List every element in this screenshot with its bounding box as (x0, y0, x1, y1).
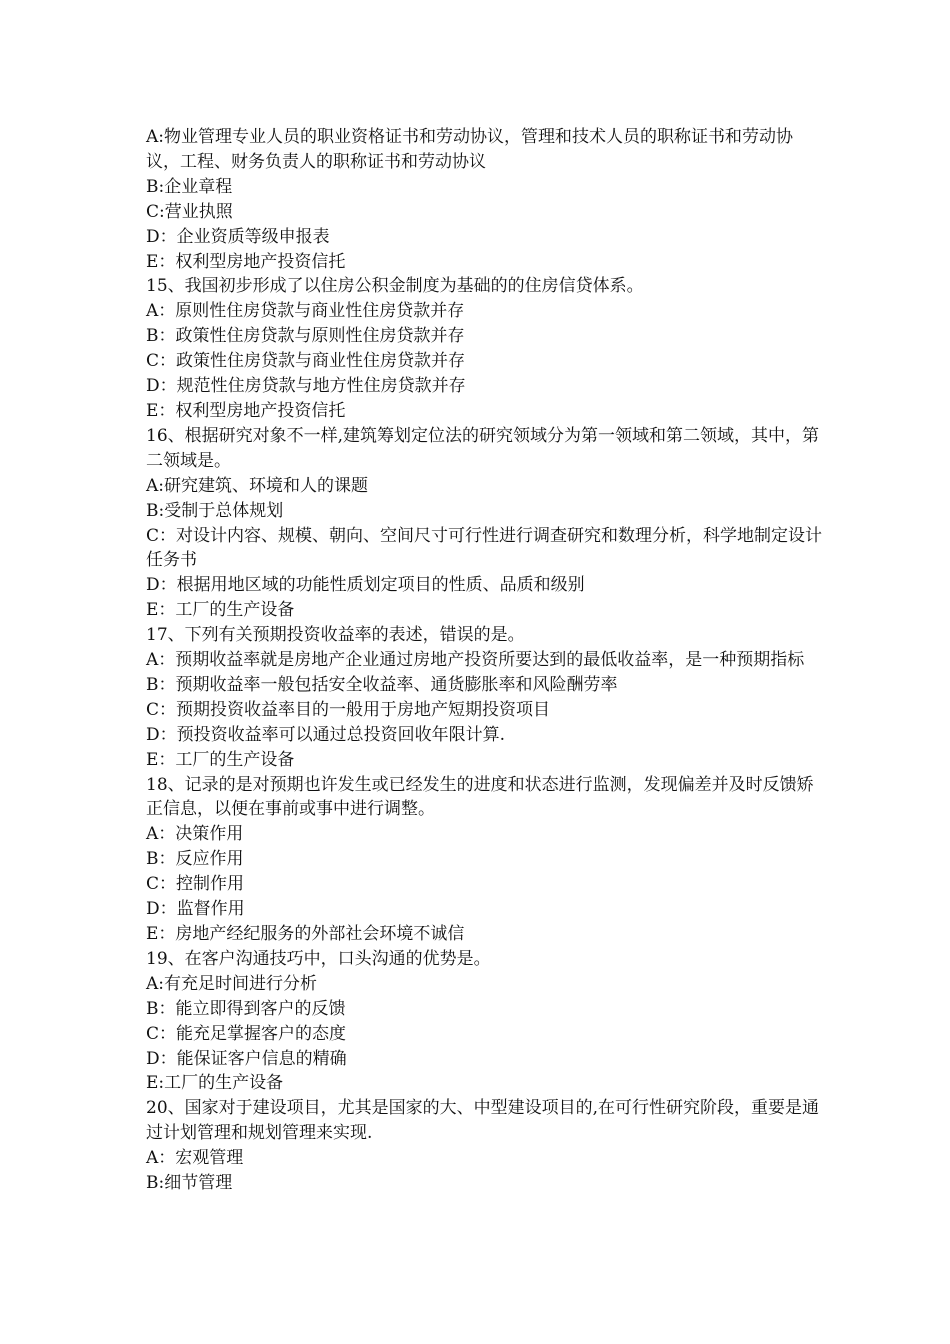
option-b: B：政策性住房贷款与原则性住房贷款并存 (146, 326, 465, 347)
option-b: B：反应作用 (146, 849, 244, 870)
option-d: D：能保证客户信息的精确 (146, 1048, 347, 1069)
option-e: E:工厂的生产设备 (146, 1073, 284, 1094)
option-b: B:细节管理 (146, 1173, 233, 1194)
option-d: D：规范性住房贷款与地方性住房贷款并存 (146, 376, 466, 397)
question-17: 17、下列有关预期投资收益率的表述，错误的是。 (146, 625, 525, 646)
question-19: 19、在客户沟通技巧中，口头沟通的优势是。 (146, 948, 491, 969)
option-b: B:企业章程 (146, 176, 233, 197)
option-d: D：根据用地区域的功能性质划定项目的性质、品质和级别 (146, 575, 585, 596)
option-a: A：宏观管理 (146, 1148, 244, 1169)
option-b: B：能立即得到客户的反馈 (146, 998, 346, 1019)
question-15: 15、我国初步形成了以住房公积金制度为基础的的住房信贷体系。 (146, 276, 644, 297)
option-b: B：预期收益率一般包括安全收益率、通货膨胀率和风险酬劳率 (146, 674, 618, 695)
option-c: C：控制作用 (146, 874, 245, 895)
question-16: 16、根据研究对象不一样,建筑筹划定位法的研究领域分为第一领域和第二领域，其中，第二领域是。 (146, 425, 820, 471)
option-c: C：预期投资收益率目的一般用于房地产短期投资项目 (146, 699, 551, 720)
option-d: D：监督作用 (146, 899, 245, 920)
option-e: E：权利型房地产投资信托 (146, 400, 346, 421)
option-a: A:有充足时间进行分析 (146, 973, 318, 994)
option-e: E：工厂的生产设备 (146, 749, 295, 770)
option-e: E：房地产经纪服务的外部社会环境不诚信 (146, 924, 465, 944)
option-a: A:物业管理专业人员的职业资格证书和劳动协议，管理和技术人员的职称证书和劳动协议，工程、财务负责人的职称证书和劳动协议 (146, 127, 794, 172)
option-c: C：对设计内容、规模、朝向、空间尺寸可行性进行调查研究和数理分析，科学地制定设计任务书 (146, 525, 823, 571)
option-c: C：政策性住房贷款与商业性住房贷款并存 (146, 351, 466, 372)
option-e: E：权利型房地产投资信托 (146, 251, 346, 272)
document-body (146, 125, 826, 1196)
option-d: D：预投资收益率可以通过总投资回收年限计算. (146, 724, 506, 745)
question-20: 20、国家对于建设项目，尤其是国家的大、中型建设项目的,在可行性研究阶段，重要是通过计划管理和规划管理来实现. (146, 1098, 820, 1144)
question-18: 18、记录的是对预期也许发生或已经发生的进度和状态进行监测，发现偏差并及时反馈矫正信息，以便在事前或事中进行调整。 (146, 774, 814, 820)
option-d: D：企业资质等级申报表 (146, 226, 330, 247)
option-c: C:营业执照 (146, 201, 233, 222)
option-a: A：决策作用 (146, 824, 244, 845)
option-e: E：工厂的生产设备 (146, 600, 295, 621)
option-a: A：原则性住房贷款与商业性住房贷款并存 (146, 301, 465, 322)
option-c: C：能充足掌握客户的态度 (146, 1023, 347, 1044)
option-b: B:受制于总体规划 (146, 500, 284, 521)
option-a: A：预期收益率就是房地产企业通过房地产投资所要达到的最低收益率，是一种预期指标 (146, 650, 805, 671)
option-a: A:研究建筑、环境和人的课题 (146, 475, 369, 496)
